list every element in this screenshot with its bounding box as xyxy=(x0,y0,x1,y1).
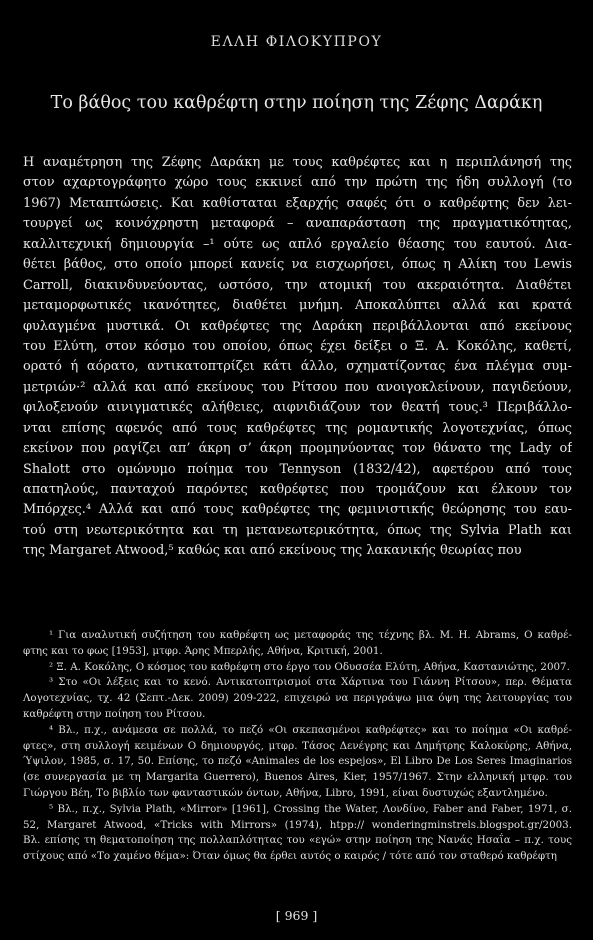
body-line: φιλοξενούν αινιγματικές αλήθειες, αιφνιδιάζουν τον θεατή τους.³ Περιβάλλο- xyxy=(23,400,572,416)
body-line: 1967) Μεταπτώσεις. Και καθίσταται εξαρχής σαφές ότι ο καθρέφτης δεν λει- xyxy=(23,195,572,211)
body-line: Μπόρχες.⁴ Αλλά και από τους καθρέφτες της φεμινιστικής θεώρησης του εαυ- xyxy=(23,502,572,518)
footnote-4-line: Γιώργου Βέη, Το βιβλίο των φανταστικών όντων, Αθήνα, Libro, 1991, είναι δυστυχώς εξαντλημένο. xyxy=(23,786,548,799)
body-line: της Margaret Atwood,⁵ καθώς και από εκείνους της λακανικής θεωρίας που xyxy=(23,543,522,559)
footnote-5-line: Βλ. επίσης τη θεματοποίηση της πολλαπλότητας του «εγώ» στην ποίηση της Νανάς Ησαΐα – π.χ. τους xyxy=(23,834,572,847)
footnote-3-line: ³ Στο «Οι λέξεις και το κενό. Αντικατοπτρισμοί στα Χάρτινα του Γιάννη Ρίτσου», περ. Θέματα xyxy=(49,676,572,689)
footnotes xyxy=(23,628,572,865)
body-line: φυλαγμένα μυστικά. Οι καθρέφτες της Δαράκη περιβάλλονται από εκείνους xyxy=(23,318,572,334)
body-line: του Ελύτη, στον κόσμο του οποίου, όπως έχει δείξει ο Ξ. Α. Κοκόλης, καθετί, xyxy=(23,338,572,354)
footnote-3-line: Λογοτεχνίας, τχ. 42 (Σεπτ.-Δεκ. 2009) 209-222, επιχειρώ να περιγράψω μια όψη της λειτουργίας του xyxy=(23,692,572,705)
body-line: νται επίσης αφενός από τους καθρέφτες της ρομαντικής λογοτεχνίας, όπως xyxy=(23,420,572,436)
body-line: ορατό ή αόρατο, αντικατοπτρίζει κάτι άλλο, σχηματίζοντας ένα πλέγμα συμ- xyxy=(23,359,572,375)
body-line: τουργεί ως κοινόχρηστη μεταφορά – αναπαράσταση της πραγματικότητας, xyxy=(23,216,572,232)
footnote-5-line: στίχους από «Το χαμένο θέμα»: Όταν όμως θα έρθει αυτός ο καιρός / τότε από τον σταθερό καθρέφτη xyxy=(23,850,557,863)
footnote-4-line: (σε συνεργασία με τη Margarita Guerrero), Buenos Aires, Kier, 1957/1967. Στην ελληνική μτφρ. του xyxy=(23,771,572,784)
body-line: τού στη νεωτερικότητα και τη μετανεωτερικότητα, όπως της Sylvia Plath και xyxy=(23,522,572,538)
footnote-4-line: Ύψιλον, 1985, σ. 17, 50. Επίσης, το πεζό «Animales de los espejos», El Libro De Los Seres Imaginarios xyxy=(23,755,572,768)
body-line: καλλιτεχνική δημιουργία –¹ ούτε ως απλό εργαλείο θέασης του εαυτού. Δια- xyxy=(23,236,572,252)
footnote-4-line: ⁴ Βλ., π.χ., ανάμεσα σε πολλά, το πεζό «Οι σκεπασμένοι καθρέφτες» και το ποίημα «Οι καθρέ- xyxy=(49,723,572,736)
body-line: θέτει βάθος, στο οποίο μπορεί κανείς να εισχωρήσει, όπως η Αλίκη του Lewis xyxy=(23,257,572,273)
body-line: Carroll, διακινδυνεύοντας, ωστόσο, την ατομική του ακεραιότητα. Διαθέτει xyxy=(23,277,572,293)
footnote-3-line: καθρέφτη στην ποίηση του Ρίτσου. xyxy=(23,707,206,720)
body-line: Η αναμέτρηση της Ζέφης Δαράκη με τους καθρέφτες και η περιπλάνησή της xyxy=(23,155,572,170)
footnote-5-line: 52, Margaret Atwood, «Tricks with Mirrors» (1974), htpp:// wonderingminstrels.blogspot.gr/2003. xyxy=(23,818,572,831)
body-line: Shalott στο ομώνυμο ποίημα του Tennyson (1832/42), αφετέρου από τους xyxy=(23,461,572,477)
body-line: στον αχαρτογράφητο χώρο τους εκκινεί από την πρώτη της ήδη συλλογή (το xyxy=(23,175,572,191)
body-line: μεταμορφωτικές ικανότητες, διαθέτει μνήμη. Αποκαλύπτει αλλά και κρατά xyxy=(23,298,572,314)
footnote-5-line: ⁵ Βλ., π.χ., Sylvia Plath, «Mirror» [1961], Crossing the Water, Λονδίνο, Faber and Faber, 1971, σ. xyxy=(49,802,572,815)
page-number: [ 969 ] xyxy=(275,908,318,923)
footnote-4-line: φτες», στη συλλογή κειμένων Ο δημιουργός, μτφρ. Τάσος Δενέγρης και Δημήτρης Καλοκύρης, Αθήνα, xyxy=(23,739,572,752)
footnote-2-line: ² Ξ. Α. Κοκόλης, Ο κόσμος του καθρέφτη στο έργο του Οδυσσέα Ελύτη, Αθήνα, Καστανιώτης, 2007. xyxy=(49,660,570,673)
footnote-1-line: ¹ Για αναλυτική συζήτηση του καθρέφτη ως μεταφοράς της τέχνης βλ. M. H. Abrams, Ο καθρέ- xyxy=(49,629,572,641)
article-title: Το βάθος του καθρέφτη στην ποίηση της Ζέφης Δαράκη xyxy=(50,93,543,113)
body-line: μετριών·² αλλά και από εκείνους του Ρίτσου που ανοιγοκλείνουν, παγιδεύουν, xyxy=(23,379,572,395)
body-line: απατηλούς, πανταχού παρόντες καθρέφτες που τρομάζουν και έλκουν τον xyxy=(23,482,572,497)
footnote-1-line: φτης και το φως [1953], μτφρ. Άρης Μπερλής, Αθήνα, Κριτική, 2001. xyxy=(23,644,383,657)
body-line: εκείνον που ραγίζει απ’ άκρη σ’ άκρη προμηνύοντας τον θάνατο της Lady of xyxy=(23,441,572,457)
body-text xyxy=(23,153,572,562)
running-head: ΕΛΛΗ ΦΙΛΟΚΥΠΡΟΥ xyxy=(210,34,383,50)
